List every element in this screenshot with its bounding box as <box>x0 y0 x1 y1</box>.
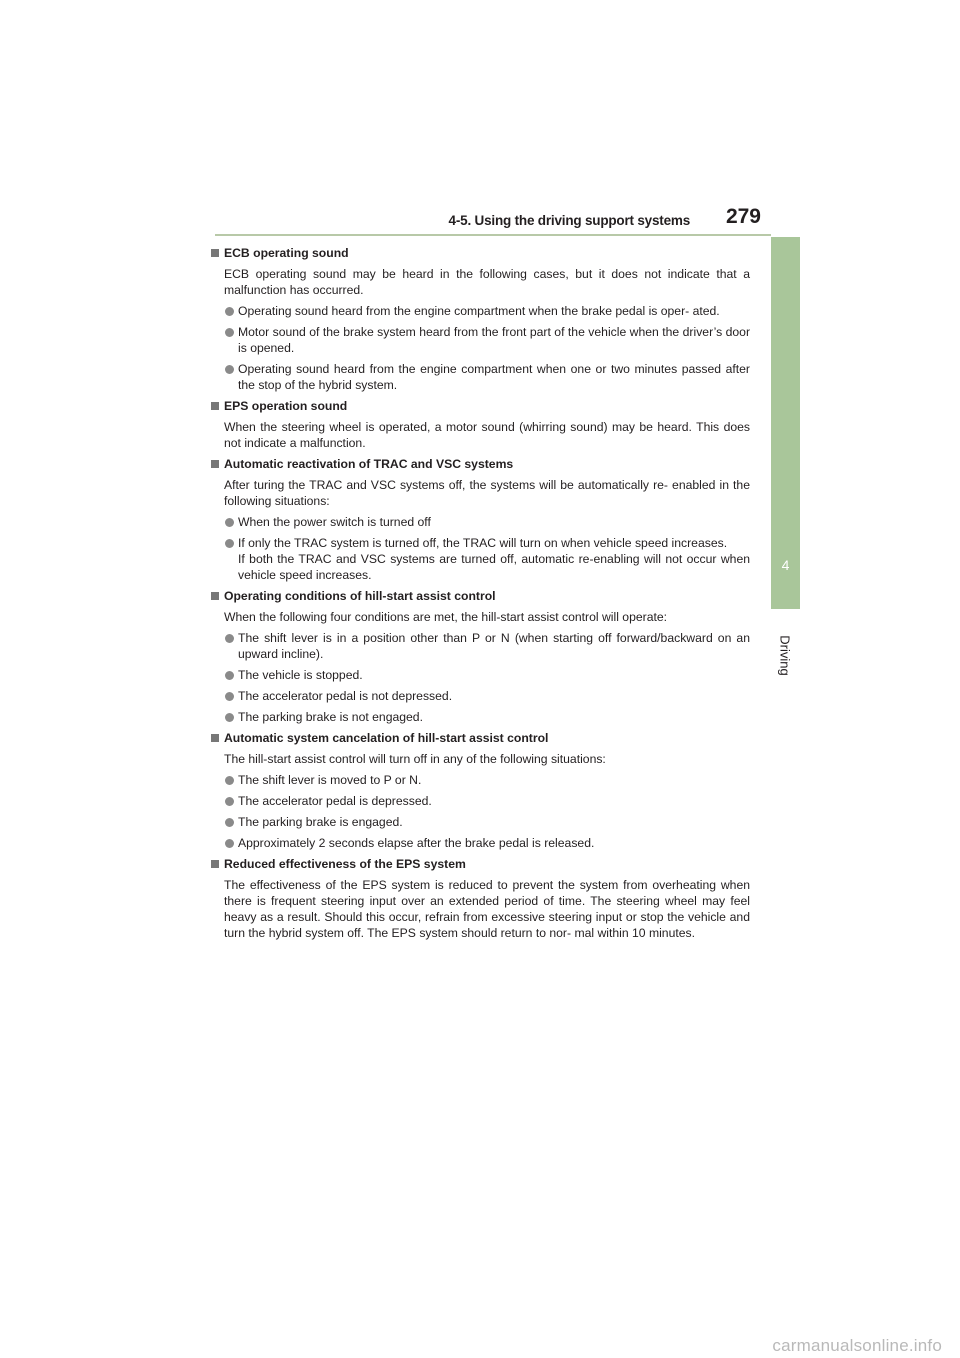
circle-bullet-icon <box>225 797 234 806</box>
list-item <box>210 324 750 356</box>
list-item <box>210 793 750 809</box>
section-text: When the following four conditions are met, the hill-start assist control will operate: <box>224 610 668 624</box>
chapter-label <box>771 620 800 690</box>
square-bullet-icon <box>211 402 219 410</box>
section-heading <box>210 456 750 472</box>
list-item-text: The parking brake is engaged. <box>238 815 403 829</box>
circle-bullet-icon <box>225 518 234 527</box>
list-item <box>210 688 750 704</box>
list-item-text: When the power switch is turned off <box>238 515 431 529</box>
section-heading-text: Automatic system cancelation of hill-start assist control <box>224 731 549 745</box>
section-heading <box>210 398 750 414</box>
section-heading <box>210 730 750 746</box>
list-item-text: The accelerator pedal is depressed. <box>238 794 432 808</box>
section-heading-text: Operating conditions of hill-start assist control <box>224 589 496 603</box>
circle-bullet-icon <box>225 671 234 680</box>
chapter-side-tab <box>771 237 800 609</box>
circle-bullet-icon <box>225 634 234 643</box>
section-heading-text: EPS operation sound <box>224 399 348 413</box>
section-ecb-operating-sound <box>210 245 750 393</box>
section-eps-operation-sound <box>210 398 750 451</box>
circle-bullet-icon <box>225 839 234 848</box>
list-item <box>210 709 750 725</box>
page-header <box>215 196 771 236</box>
list-item-text: Approximately 2 seconds elapse after the brake pedal is released. <box>238 836 595 850</box>
section-text: The hill-start assist control will turn off in any of the following situations: <box>224 752 606 766</box>
chapter-label-text: Driving <box>778 634 793 676</box>
circle-bullet-icon <box>225 692 234 701</box>
square-bullet-icon <box>211 734 219 742</box>
list-item-text: The shift lever is in a position other than P or N (when starting off forward/backward on an upward incline). <box>238 631 750 661</box>
circle-bullet-icon <box>225 713 234 722</box>
list-item <box>210 772 750 788</box>
chapter-number: 4 <box>781 557 790 573</box>
list-item <box>210 630 750 662</box>
list-item <box>210 303 750 319</box>
list-item <box>210 835 750 851</box>
square-bullet-icon <box>211 460 219 468</box>
section-title: 4-5. Using the driving support systems <box>448 213 690 228</box>
watermark: carmanualsonline.info <box>772 1336 942 1355</box>
list-item-note: If both the TRAC and VSC systems are turned off, automatic re-enabling will not occur when vehicle speed increases. <box>238 552 750 582</box>
section-heading <box>210 245 750 261</box>
square-bullet-icon <box>211 592 219 600</box>
section-trac-vsc-reactivation <box>210 456 750 583</box>
square-bullet-icon <box>211 249 219 257</box>
section-text: When the steering wheel is operated, a motor sound (whirring sound) may be heard. This does not indicate a malfunction. <box>224 420 750 450</box>
section-heading-text: Reduced effectiveness of the EPS system <box>224 857 466 871</box>
circle-bullet-icon <box>225 328 234 337</box>
page-number: 279 <box>725 205 761 228</box>
list-item-text: Operating sound heard from the engine compartment when the brake pedal is oper- ated. <box>238 304 720 318</box>
circle-bullet-icon <box>225 307 234 316</box>
list-item <box>210 667 750 683</box>
section-text: ECB operating sound may be heard in the following cases, but it does not indicate that a malfunction has occurred. <box>224 267 750 297</box>
square-bullet-icon <box>211 860 219 868</box>
section-text: After turing the TRAC and VSC systems off, the systems will be automatically re- enabled in the following situations: <box>224 478 750 508</box>
section-hill-start-cancelation <box>210 730 750 851</box>
list-item-text: The accelerator pedal is not depressed. <box>238 689 453 703</box>
circle-bullet-icon <box>225 365 234 374</box>
section-hill-start-conditions <box>210 588 750 725</box>
list-item-text: If only the TRAC system is turned off, the TRAC will turn on when vehicle speed increases. <box>238 536 728 550</box>
list-item <box>210 535 750 583</box>
section-heading-text: ECB operating sound <box>224 246 349 260</box>
circle-bullet-icon <box>225 776 234 785</box>
list-item-text: The vehicle is stopped. <box>238 668 363 682</box>
list-item-text: The shift lever is moved to P or N. <box>238 773 422 787</box>
circle-bullet-icon <box>225 539 234 548</box>
section-text: The effectiveness of the EPS system is reduced to prevent the system from overheating when there is frequent steering input over an extended period of time. The steering wheel may feel heavy as a result. Should this occur, refrain from excessive steering input or stop the vehicle and turn the hybrid system off. The EPS system should return to nor- mal within 10 minutes. <box>224 878 750 940</box>
circle-bullet-icon <box>225 818 234 827</box>
section-eps-reduced-effectiveness <box>210 856 750 941</box>
list-item <box>210 514 750 530</box>
section-heading <box>210 588 750 604</box>
list-item-text: Operating sound heard from the engine compartment when one or two minutes passed after the stop of the hybrid system. <box>238 362 750 392</box>
list-item-text: Motor sound of the brake system heard from the front part of the vehicle when the driver’s door is opened. <box>238 325 750 355</box>
list-item-text: The parking brake is not engaged. <box>238 710 423 724</box>
page-content <box>210 245 750 946</box>
list-item <box>210 361 750 393</box>
section-heading <box>210 856 750 872</box>
list-item <box>210 814 750 830</box>
section-heading-text: Automatic reactivation of TRAC and VSC systems <box>224 457 514 471</box>
